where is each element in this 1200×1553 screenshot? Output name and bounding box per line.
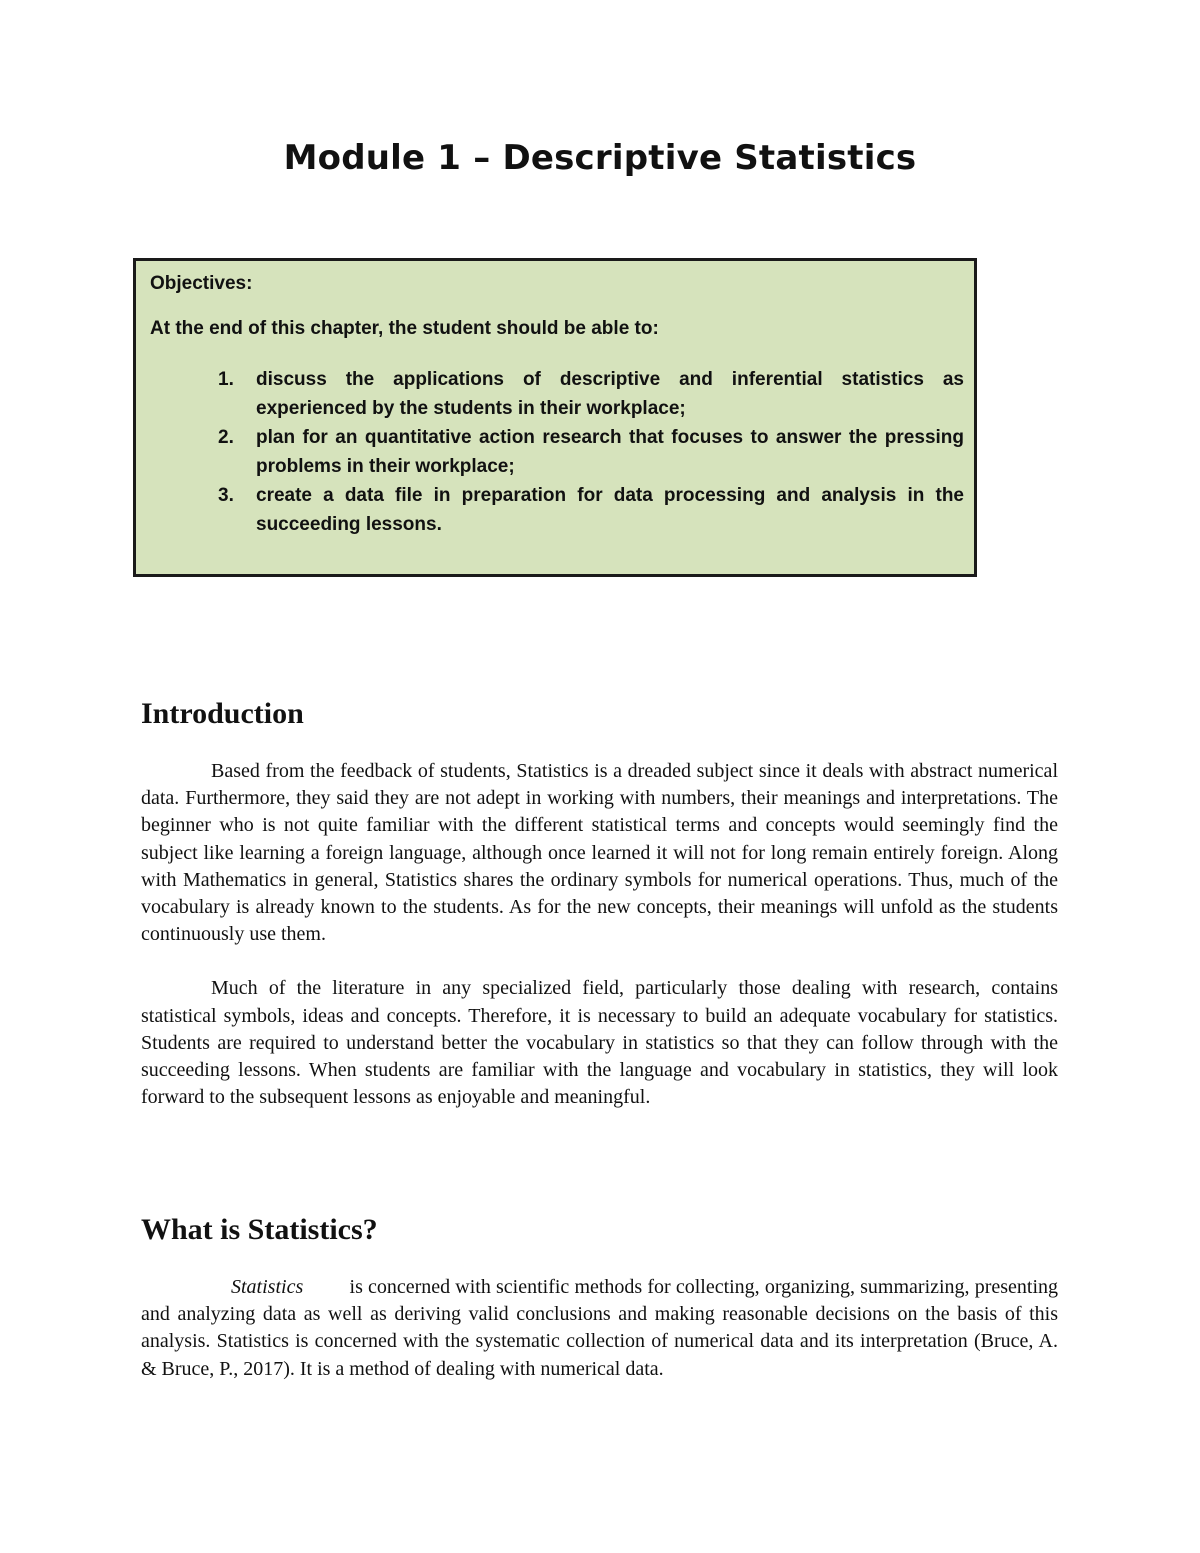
objective-item <box>218 481 964 539</box>
objectives-intro: At the end of this chapter, the student should be able to: <box>150 318 659 339</box>
objective-item <box>218 365 964 423</box>
introduction-section <box>141 697 1058 1111</box>
objective-text: discuss the applications of descriptive and inferential statistics as experienced by the students in their workplace; <box>256 369 964 419</box>
objective-number: 2. <box>218 427 234 448</box>
objectives-list <box>218 365 964 539</box>
statistics-term: Statistics <box>231 1276 304 1298</box>
objective-number: 1. <box>218 369 234 390</box>
statistics-definition: is concerned with scientific methods for collecting, organizing, summarizing, presenting and analyzing data as well as deriving valid conclusions and making reasonable decisions on the basis of this analysis. Statistics is concerned with the systematic collection of numerical data and its interpretation (Bruce, A. & Bruce, P., 2017). It is a method of dealing with numerical data. <box>141 1276 1059 1380</box>
objective-number: 3. <box>218 485 234 506</box>
objectives-heading: Objectives: <box>150 273 253 294</box>
what-is-statistics-heading: What is Statistics? <box>141 1213 378 1246</box>
introduction-paragraph: Much of the literature in any specialized field, particularly those dealing with research, contains statistical symbols, ideas and concepts. Therefore, it is necessary to build an adequate vocabulary for statistics. Students are required to understand better the vocabulary in statistics so that they can follow through with the succeeding lessons. When students are familiar with the language and vocabulary in statistics, they will look forward to the subsequent lessons as enjoyable and meaningful. <box>141 977 1058 1109</box>
what-is-statistics-section <box>141 1213 1058 1383</box>
objective-text: create a data file in preparation for data processing and analysis in the succeeding lessons. <box>256 485 964 535</box>
objectives-box <box>133 258 977 577</box>
statistics-definition-paragraph <box>141 1274 1058 1383</box>
objective-item <box>218 423 964 481</box>
introduction-paragraph: Based from the feedback of students, Statistics is a dreaded subject since it deals with abstract numerical data. Furthermore, they said they are not adept in working with numbers, their meanings and interpretations. The beginner who is not quite familiar with the different statistical terms and concepts would seemingly find the subject like learning a foreign language, although once learned it will not for long remain entirely foreign. Along with Mathematics in general, Statistics shares the ordinary symbols for numerical operations. Thus, much of the vocabulary is already known to the students. As for the new concepts, their meanings will unfold as the students continuously use them. <box>141 760 1058 946</box>
introduction-heading: Introduction <box>141 697 304 730</box>
objective-text: plan for an quantitative action research that focuses to answer the pressing problems in their workplace; <box>256 427 964 477</box>
page-title: Module 1 – Descriptive Statistics <box>283 138 917 178</box>
